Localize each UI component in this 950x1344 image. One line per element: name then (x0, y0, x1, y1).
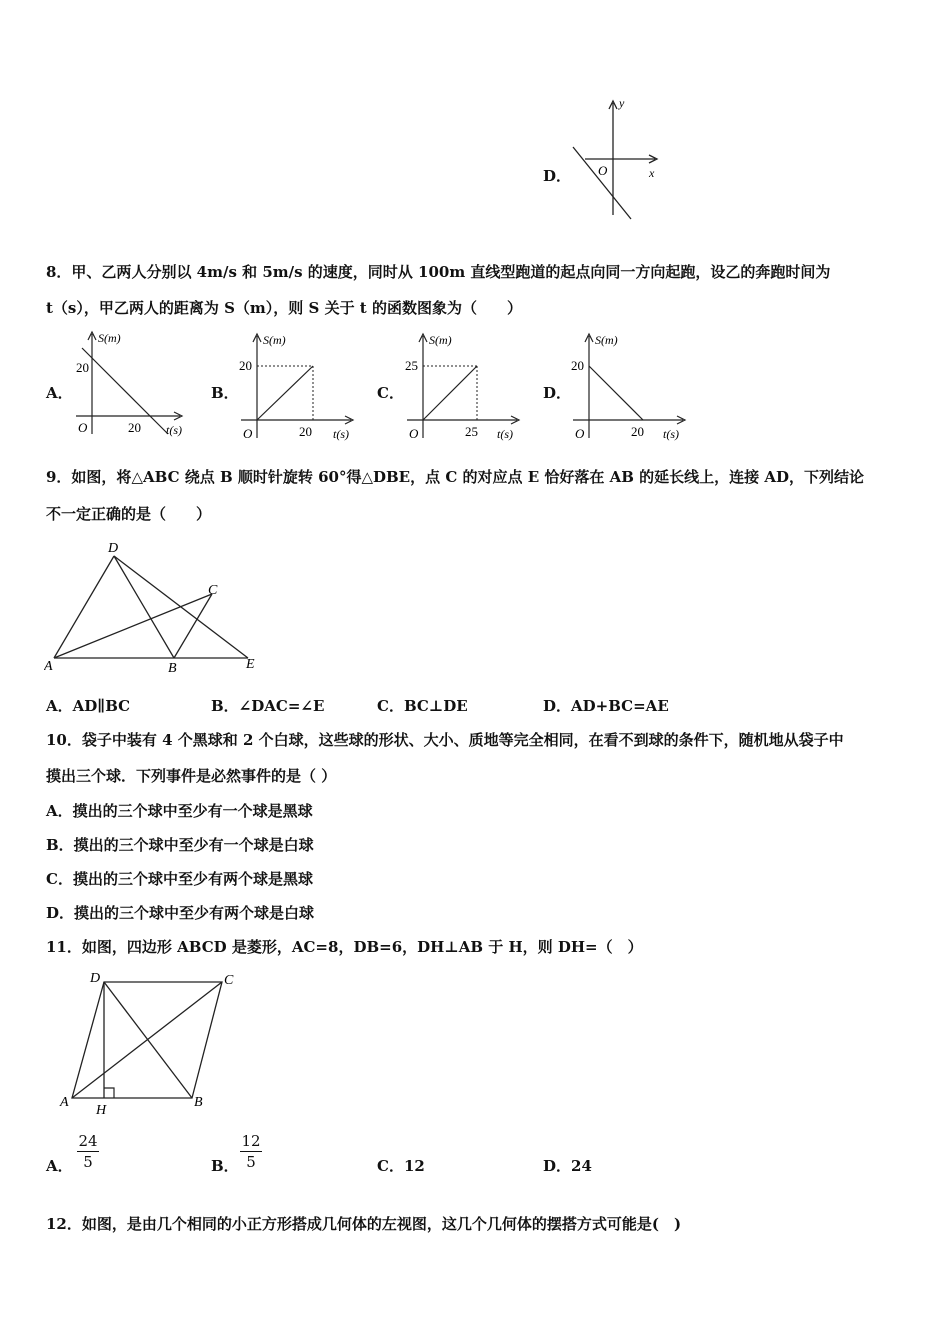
q8b-xlabel: t(s) (333, 427, 349, 441)
q9-point-b: B (168, 661, 177, 676)
q8-option-d-label: D． (543, 384, 572, 402)
q8b-ylabel: S(m) (263, 333, 286, 347)
q9-point-c: C (208, 583, 218, 598)
q8d-ytick: 20 (571, 358, 584, 373)
q11-option-a-label: A． (46, 1157, 73, 1175)
q8c-ytick: 25 (405, 358, 418, 373)
q8-option-a-graph (68, 328, 192, 444)
q11-point-b: B (194, 1095, 203, 1110)
q9-point-d: D (108, 541, 119, 556)
q11-point-c: C (224, 973, 234, 988)
q8d-xlabel: t(s) (663, 427, 679, 441)
q8d-ylabel: S(m) (595, 333, 618, 347)
q8d-xtick: 20 (631, 424, 644, 439)
q11-rhombus-figure (56, 964, 246, 1120)
q11-point-d: D (90, 971, 101, 986)
q11-point-h: H (96, 1103, 107, 1118)
q11-option-a-fraction (77, 1132, 99, 1171)
q7-option-d-graph (565, 95, 665, 225)
q8-option-d-graph (565, 330, 691, 446)
q9-option-a: A．AD∥BC (46, 697, 131, 715)
q7-option-d-label: D． (543, 167, 572, 185)
q9-text-line1: 9．如图，将△ABC 绕点 B 顺时针旋转 60°得△DBE，点 C 的对应点 E 恰好落在 AB 的延长线上，连接 AD，下列结论 (46, 468, 864, 486)
q8a-xtick: 20 (128, 420, 141, 435)
q8c-xtick: 25 (465, 424, 478, 439)
q8-option-b-label: B． (211, 384, 239, 402)
q8c-ylabel: S(m) (429, 333, 452, 347)
q8-option-c-label: C． (377, 384, 404, 402)
q11-option-a-numerator: 24 (78, 1132, 98, 1150)
q11-option-b-numerator: 12 (241, 1132, 261, 1150)
q10-option-a: A．摸出的三个球中至少有一个球是黑球 (46, 802, 313, 820)
q12-text-line1: 12．如图，是由几个相同的小正方形搭成几何体的左视图，这几个几何体的摆搭方式可能是( ) (46, 1215, 682, 1233)
q8-option-b-graph (233, 330, 359, 446)
q9-triangle-figure (44, 538, 264, 676)
q8b-ytick: 20 (239, 358, 252, 373)
q11-option-a-denominator: 5 (83, 1153, 93, 1171)
q10-option-d: D．摸出的三个球中至少有两个球是白球 (46, 904, 315, 922)
q10-option-c: C．摸出的三个球中至少有两个球是黑球 (46, 870, 313, 888)
q9-point-a: A (44, 659, 53, 674)
q11-option-b-label: B． (211, 1157, 239, 1175)
q8c-xlabel: t(s) (497, 427, 513, 441)
q8c-origin: O (409, 426, 419, 441)
q8-text-line1: 8．甲、乙两人分别以 4m/s 和 5m/s 的速度，同时从 100m 直线型跑道的起点向同一方向起跑，设乙的奔跑时间为 (46, 263, 831, 281)
q11-option-c: C．12 (377, 1157, 425, 1175)
q8-option-c-graph (399, 330, 525, 446)
q9-option-c: C．BC⊥DE (377, 697, 468, 715)
q11-option-b-denominator: 5 (246, 1153, 256, 1171)
q9-option-d: D．AD+BC=AE (543, 697, 669, 715)
q10-option-b: B．摸出的三个球中至少有一个球是白球 (46, 836, 314, 854)
q8b-xtick: 20 (299, 424, 312, 439)
q8a-xlabel: t(s) (166, 423, 182, 437)
q11-option-d: D．24 (543, 1157, 592, 1175)
q8a-ytick: 20 (76, 360, 89, 375)
q7-origin-label: O (598, 163, 608, 178)
q8a-ylabel: S(m) (98, 331, 121, 345)
q8-option-a-label: A． (46, 384, 73, 402)
q11-option-b-fraction (240, 1132, 262, 1171)
q11-text-line1: 11．如图，四边形 ABCD 是菱形，AC=8，DB=6，DH⊥AB 于 H，则 DH=（ ） (46, 938, 643, 956)
q11-point-a: A (60, 1095, 69, 1110)
q10-text-line1: 10．袋子中装有 4 个黑球和 2 个白球，这些球的形状、大小、质地等完全相同，在看不到球的条件下，随机地从袋子中 (46, 731, 844, 749)
q10-text-line2: 摸出三个球．下列事件是必然事件的是（ ） (46, 767, 337, 785)
q9-point-e: E (246, 657, 255, 672)
q9-text-line2: 不一定正确的是（ ） (46, 505, 212, 523)
q7-y-label: y (619, 96, 625, 110)
q8-text-line2: t（s），甲乙两人的距离为 S（m），则 S 关于 t 的函数图象为（ ） (46, 299, 522, 317)
q8d-origin: O (575, 426, 585, 441)
q8a-origin: O (78, 420, 88, 435)
q9-option-b: B．∠DAC=∠E (211, 697, 325, 715)
q7-x-label: x (649, 166, 655, 180)
q8b-origin: O (243, 426, 253, 441)
